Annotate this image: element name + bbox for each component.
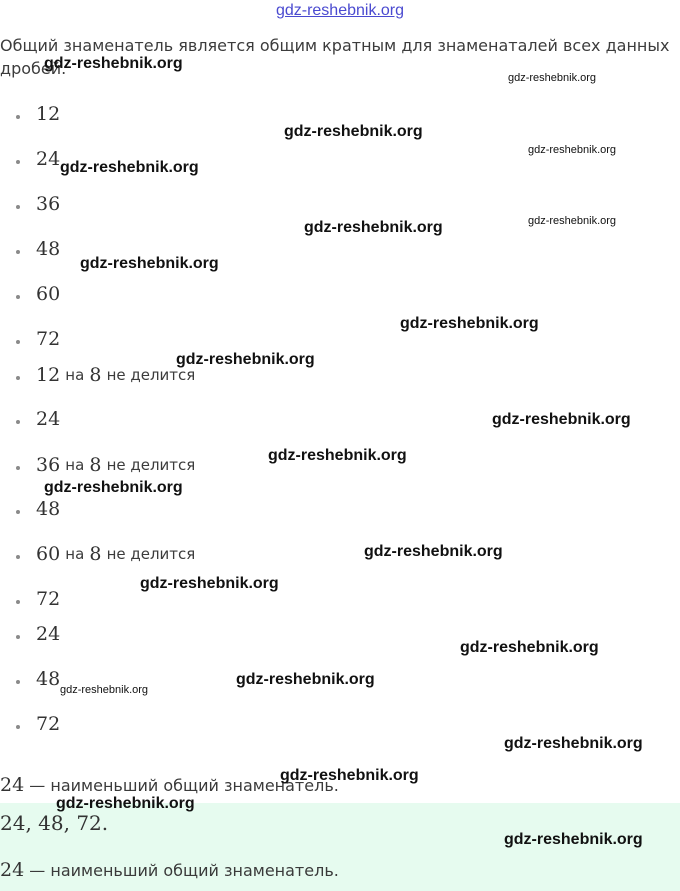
item-number: 24 [36,408,61,430]
watermark: gdz-reshebnik.org [140,575,279,592]
answer-conclusion [0,859,339,881]
item-note: не делится [106,366,196,384]
list-item [16,101,60,127]
bullet-icon [16,420,20,424]
bullet-icon [16,466,20,470]
list-item [16,666,60,692]
list-item [16,281,60,307]
item-number: 36 [36,454,61,476]
list-item [16,541,195,567]
item-number: 24 [36,148,61,170]
item-note: на [65,456,85,474]
item-number: 12 [36,103,61,125]
watermark: gdz-reshebnik.org [268,447,407,464]
watermark: gdz-reshebnik.org [460,639,599,656]
watermark: gdz-reshebnik.org [304,219,443,236]
item-divisor: 8 [89,454,102,476]
list-item [16,496,60,522]
conclusion-number: 24 [0,774,25,796]
list-item [16,406,60,432]
list-item [16,452,195,478]
item-number: 48 [36,668,61,690]
item-note: не делится [106,456,196,474]
item-note: на [65,366,85,384]
watermark: gdz-reshebnik.org [44,55,183,72]
item-note: не делится [106,545,196,563]
bullet-icon [16,680,20,684]
bullet-icon [16,205,20,209]
watermark: gdz-reshebnik.org [60,159,199,176]
watermark: gdz-reshebnik.org [504,735,643,752]
bullet-icon [16,250,20,254]
item-number: 48 [36,498,61,520]
bullet-icon [16,115,20,119]
list-item [16,362,195,388]
watermark: gdz-reshebnik.org [504,831,643,848]
list-item [16,191,60,217]
watermark: gdz-reshebnik.org [60,684,149,696]
item-divisor: 8 [89,364,102,386]
bullet-icon [16,510,20,514]
bullet-icon [16,295,20,299]
item-number: 60 [36,283,61,305]
bullet-icon [16,725,20,729]
bullet-icon [16,376,20,380]
bullet-icon [16,160,20,164]
list-item [16,146,60,172]
list-item [16,621,60,647]
watermark: gdz-reshebnik.org [492,411,631,428]
answer-conclusion-number: 24 [0,859,25,881]
item-number: 72 [36,328,61,350]
watermark: gdz-reshebnik.org [56,795,195,812]
item-number: 24 [36,623,61,645]
watermark: gdz-reshebnik.org [528,144,617,156]
answer-conclusion-label: — наименьший общий знаменатель. [29,861,339,880]
list-item [16,586,60,612]
conclusion-label: — наименьший общий знаменатель. [29,776,339,795]
watermark: gdz-reshebnik.org [284,123,423,140]
item-number: 60 [36,543,61,565]
bullet-icon [16,555,20,559]
item-divisor: 8 [89,543,102,565]
item-number: 72 [36,713,61,735]
watermark: gdz-reshebnik.org [508,72,597,84]
item-note: на [65,545,85,563]
watermark: gdz-reshebnik.org [176,351,315,368]
list-item [16,326,60,352]
item-number: 48 [36,238,61,260]
bullet-icon [16,635,20,639]
list-item [16,236,60,262]
answer-values: 24, 48, 72. [0,811,109,835]
watermark: gdz-reshebnik.org [280,767,419,784]
intro-paragraph: Общий знаменатель является общим кратным для знаменаталей всех данных дробей. [0,36,670,78]
watermark: gdz-reshebnik.org [528,215,617,227]
site-header-link[interactable]: gdz-reshebnik.org [275,2,405,19]
watermark: gdz-reshebnik.org [236,671,375,688]
watermark: gdz-reshebnik.org [400,315,539,332]
item-number: 36 [36,193,61,215]
item-number: 12 [36,364,61,386]
bullet-icon [16,340,20,344]
watermark: gdz-reshebnik.org [80,255,219,272]
bullet-icon [16,600,20,604]
watermark: gdz-reshebnik.org [364,543,503,560]
item-number: 72 [36,588,61,610]
list-item [16,711,60,737]
watermark: gdz-reshebnik.org [44,479,183,496]
